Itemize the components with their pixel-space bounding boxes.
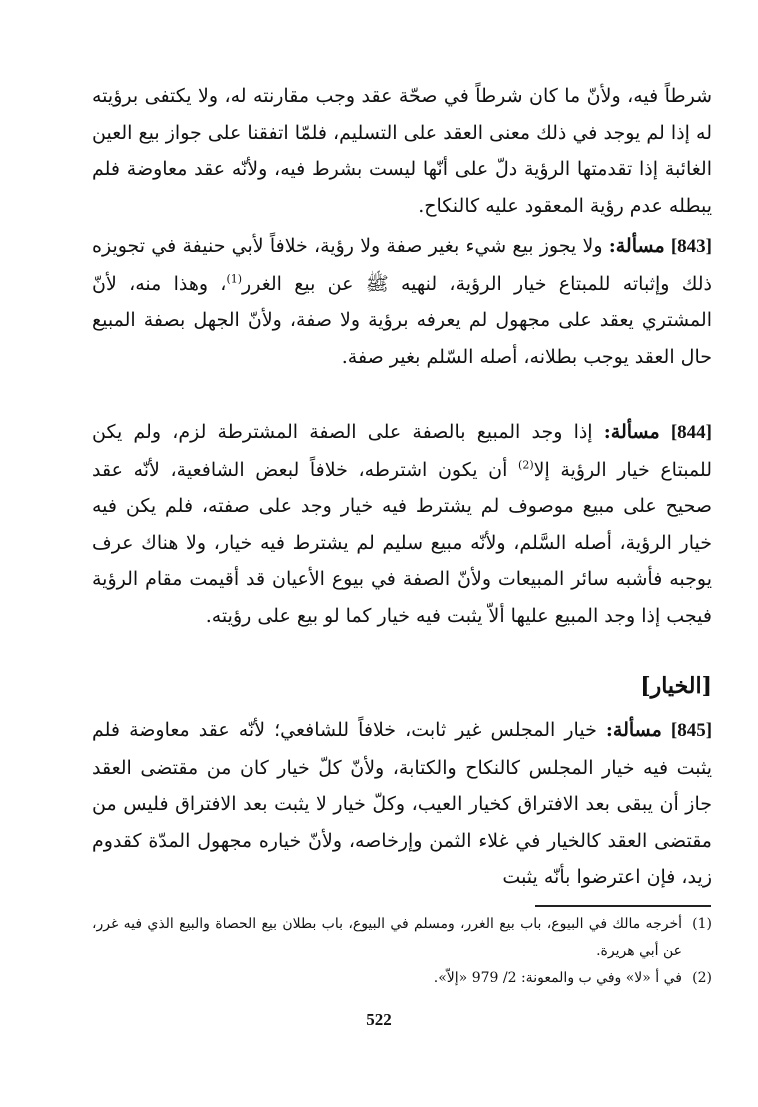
footnote [92,965,712,992]
paragraph-text: خيار المجلس غير ثابت، خلافاً للشافعي؛ لأنّه عقد معاوضة فلم يثبت فيه خيار المجلس كالنكاح والكتابة، ولأنّ كلّ خيار كان من مقتضى العقد جاز أن يبقى بعد الافتراق كخيار العيب، وكلّ خيار لا يثبت بعد الافتراق فليس من مقتضى العقد كالخيار في غلاء الثمن وإرخاصه، ولأنّ خياره مجهول المدّة كقدوم زيد، فإن اعترضوا بأنّه يثبت [92,719,712,888]
paragraph-text: شرطاً فيه، ولأنّ ما كان شرطاً في صحّة عقد وجب مقارنته له، ولا يكتفى برؤيته له إذا لم يوجد في ذلك معنى العقد على التسليم، فلمّا اتفقنا على جواز بيع العين الغائبة إذا تقدمتها الرؤية دلّ على أنّها ليست بشرط فيه، ولأنّه عقد معاوضة فلم يبطله عدم رؤية المعقود عليه كالنكاح. [92,85,712,217]
issue-number: [845] [670,720,713,741]
footnote-text: أخرجه مالك في البيوع، باب بيع الغرر، ومسلم في البيوع، باب بطلان بيع الحصاة والبيع الذي فيه غرر، عن أبي هريرة. [92,916,682,959]
footnote-ref: (1) [226,272,243,286]
footnote-divider [535,905,711,907]
footnote-marker: (2) [692,970,712,986]
issue-845-paragraph [92,712,712,896]
section-heading: [الخيار] [640,673,712,699]
paragraph-text: أن يكون اشترطه، خلافاً لبعض الشافعية، لأنّه عقد صحيح على مبيع موصوف لم يشترط فيه خيار وجد على صفته، فلم يكن فيه خيار الرؤية، أصله السَّلم، ولأنّه مبيع سليم لم يشترط فيه خيار، ولا هناك عرف يوجبه فأشبه سائر المبيعات ولأنّ الصفة في بيوع الأعيان قد أقيمت مقام الرؤية فيجب إذا وجد المبيع عليها ألاّ يثبت فيه خيار كما لو بيع على رؤيته. [92,458,712,627]
footnote-text: في أ «لا» وفي ب والمعونة: 2/ 979 «إلاّ». [433,970,682,986]
issue-number: [844] [670,422,712,443]
body-paragraph-continued [92,78,712,224]
footnote-marker: (1) [692,916,712,932]
issue-844-paragraph [92,414,712,634]
issue-label: مسألة: [603,421,660,443]
footnote-ref: (2) [518,458,534,472]
paragraph-text: ، وهذا منه، لأنّ المشتري يعقد على مجهول لم يعرفه برؤية ولا صفة، ولأنّ الجهل بصفة المبيع حال العقد يوجب بطلانه، أصله السّلم بغير صفة. [92,272,712,368]
page-number: 522 [366,1010,392,1029]
issue-843-paragraph [92,228,712,375]
paragraph-text: ولا يجوز بيع شيء بغير صفة ولا رؤية، خلافاً لأبي حنيفة في تجويزه ذلك وإثباته للمبتاع خيار الرؤية، لنهيه ﷺ عن بيع الغرر [92,235,712,295]
footnotes [92,911,712,992]
issue-number: [843] [670,236,712,257]
paragraph-text: إذا وجد المبيع بالصفة على الصفة المشترطة لزم، ولم يكن للمبتاع خيار الرؤية إلا [92,421,712,481]
footnote [92,911,712,965]
issue-label: مسألة: [605,719,662,741]
issue-label: مسألة: [608,235,665,257]
